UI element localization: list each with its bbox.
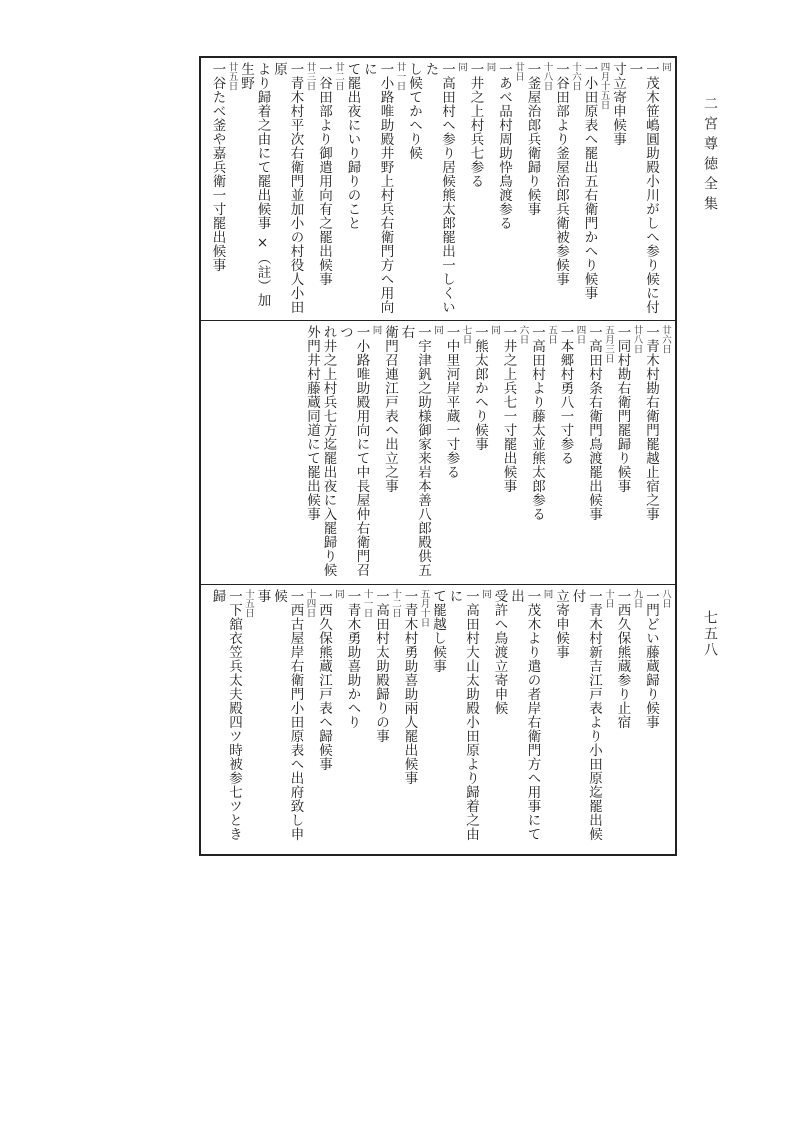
entry-date: 六日: [517, 325, 529, 344]
entry-date: 同: [333, 589, 344, 599]
entry-line: 一本郷村勇八一寸参る: [557, 325, 574, 465]
entry-date: 八日: [660, 589, 671, 608]
entry-line: 立寄申候事: [553, 589, 569, 659]
tier-bottom: [201, 584, 675, 854]
entry-date: 同: [480, 589, 491, 599]
entry-line: 一青木村平次右衛門並加小の村役人小田原: [271, 62, 304, 314]
entry-date: 同: [489, 325, 500, 335]
entry-date: 同: [541, 589, 553, 599]
entry-line: 一同村勘右衛門罷歸り候事: [614, 325, 631, 493]
entry-date: 廿一日: [394, 62, 406, 91]
entry-line: 一門どい藤蔵歸り候事: [643, 589, 659, 729]
entry-line: 一小路唯助殿用向にて中長屋仲右衛門召つ: [337, 325, 370, 577]
entry-date: 廿六日: [660, 325, 671, 354]
entry-line: 一熊太郎かへり候事: [472, 325, 488, 451]
entry-line: 一茂木笹嶋圓助殿小川がしへ参り候に付一: [626, 62, 659, 314]
entry-line: 一釜屋治郎兵衛歸り候事: [524, 62, 541, 216]
entry-line: 一井之上兵七一寸罷出候事: [500, 325, 517, 493]
entry-date: 十六日: [570, 62, 581, 91]
diary-frame: [199, 56, 677, 856]
entry-line: 寸立寄申候事: [610, 62, 626, 146]
entry-date: 五日: [546, 325, 557, 344]
entry-line: 一あべ品村周助忰鳥渡参る: [496, 62, 512, 230]
entry-line: 一谷たべ釜や嘉兵衛一寸罷出候事: [209, 62, 226, 272]
entry-line: 一小田原表へ罷出五右衛門かへり候事: [581, 62, 598, 300]
entry-line: 一中里河岸平蔵一寸参る: [443, 325, 460, 479]
entry-date: 廿二日: [333, 62, 344, 91]
page-number: 七五八: [702, 610, 718, 658]
running-head: 二宮尊徳全集: [702, 96, 718, 216]
entry-date: 七日: [460, 325, 472, 344]
entry-line: 事: [254, 589, 271, 603]
entry-line: 一小路唯助殿井野上村兵右衛門方へ用向に: [361, 62, 394, 314]
entry-line: 一青木勇助喜助かへり: [344, 589, 361, 729]
text-column: [203, 585, 675, 854]
entry-date: 同: [432, 325, 443, 335]
entry-line: 一青木村新吉江戸表より小田原迄罷出候付: [569, 589, 602, 841]
entry-date: 十一日: [361, 589, 373, 618]
entry-line: 一西久保熊蔵参り止宿: [614, 589, 631, 729]
entry-line: 一高田村より藤太並熊太郎参る: [529, 325, 545, 521]
entry-date: 十四日: [304, 589, 316, 618]
entry-line: 一茂木より遣の者岸右衛門方へ用事にて出: [508, 589, 541, 841]
entry-line: 一井之上村兵七参る: [467, 62, 484, 188]
entry-line: より歸着之由にて罷出候事 ×（註）加生野: [238, 62, 271, 308]
entry-line: て罷越し候事: [430, 589, 446, 673]
entry-date: 五月十日: [418, 589, 430, 627]
entry-line: 一西久保熊蔵江戸表へ歸候事: [316, 589, 332, 771]
entry-date: 五月三日: [603, 325, 614, 363]
entry-line: 外門井村藤蔵同道にて罷出候事: [304, 325, 320, 521]
entry-date: 同: [484, 62, 496, 72]
entry-date: 十日: [603, 589, 614, 608]
entry-line: 一青木村勘右衛門罷越止宿之事: [643, 325, 659, 521]
entry-line: 一高田村大山太助殿小田原より歸着之由に: [446, 589, 479, 841]
entry-date: 廿五日: [226, 62, 238, 91]
entry-line: 一青木村勇助喜助兩人罷出候事: [401, 589, 418, 785]
entry-line: 一谷田部より御遣用向有之罷出候事: [316, 62, 332, 286]
entry-date: 同: [660, 62, 671, 72]
entry-date: 十八日: [541, 62, 553, 91]
entry-line: 一高田村へ参り居候熊太郎罷出一しくいた: [422, 62, 455, 314]
entry-line: れ井之上村兵七方迄罷出夜に入罷歸り候: [320, 325, 337, 577]
entry-date: 同: [456, 62, 467, 72]
entry-line: 受許へ鳥渡立寄申候: [491, 589, 508, 715]
entry-date: 十二日: [390, 589, 401, 618]
text-column: [203, 58, 675, 320]
tier-top: [201, 58, 675, 320]
entry-line: 一谷田部より釜屋治郎兵衛被参候事: [553, 62, 569, 286]
entry-date: 九日: [631, 589, 643, 608]
entry-date: 廿日: [513, 62, 524, 81]
entry-line: し候てかへり候: [406, 62, 422, 160]
text-column: [298, 321, 676, 584]
entry-line: 一高田村条右衛門鳥渡罷出候事: [586, 325, 602, 521]
entry-date: 廿八日: [631, 325, 643, 354]
entry-date: 十五日: [243, 589, 254, 618]
tier-middle: [201, 320, 675, 584]
entry-date: 廿三日: [304, 62, 316, 91]
entry-line: 衛門召連江戸表へ出立之事: [382, 325, 398, 493]
entry-line: 一西古屋岸右衛門小田原表へ出府致し申候: [271, 589, 304, 841]
entry-date: 四日: [574, 325, 586, 344]
entry-line: 一宇津釩之助様御家来岩本善八郎殿供五右: [398, 325, 431, 577]
entry-date: 同: [370, 325, 382, 335]
entry-line: 一下舘衣笠兵太夫殿四ツ時被参七ツとき歸: [209, 589, 242, 841]
entry-line: て罷出夜にいり歸りのこと: [344, 62, 361, 230]
entry-line: 一高田村太助殿歸りの事: [373, 589, 389, 743]
entry-date: 四月十五日: [598, 62, 610, 110]
